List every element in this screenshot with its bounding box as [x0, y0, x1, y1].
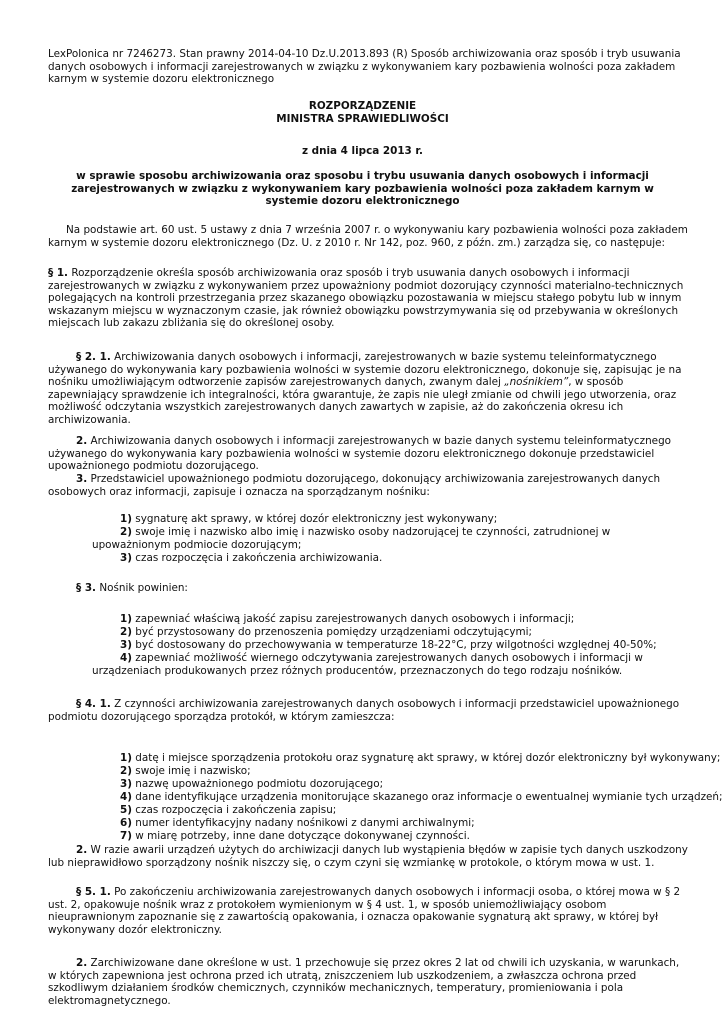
paragraph-2-ust-3: [48, 473, 690, 498]
list-item: [120, 817, 475, 830]
list-item-text: w miarę potrzeby, inne dane dotyczące dokonywanej czynności.: [135, 830, 470, 842]
list-item-number: 1): [120, 752, 132, 764]
list-item: [120, 765, 251, 778]
paragraph-4-number: § 4. 1.: [76, 698, 111, 710]
list-item-number: 2): [120, 626, 132, 638]
list-item: [120, 513, 497, 526]
paragraph-4-ust-1: [48, 698, 690, 723]
document-header: LexPolonica nr 7246273. Stan prawny 2014-04-10 Dz.U.2013.893 (R) Sposób archiwizowania oraz sposób i tryb usuwania danych osobowych i informacji zarejestrowanych w związku z wykonywaniem kary pozbawienia wolności poza zakładem karnym w systemie dozoru elektronicznego: [48, 48, 681, 86]
defined-term-nosnik: „nośnikiem”: [504, 376, 569, 389]
list-item-text: swoje imię i nazwisko albo imię i nazwisko osoby nadzorującej te czynności, zatrudnionej w upoważnionym podmiocie dozorującym;: [92, 526, 611, 551]
title-date: z dnia 4 lipca 2013 r.: [301, 145, 423, 157]
paragraph-4-text: Z czynności archiwizowania zarejestrowanych danych osobowych i informacji przedstawiciel upoważnionego podmiotu dozorującego sporządza protokół, w którym zamieszcza:: [48, 698, 680, 723]
paragraph-4-ust-2: [48, 844, 690, 869]
list-item-text: datę i miejsce sporządzenia protokołu oraz sygnaturę akt sprawy, w której dozór elektroniczny był wykonywany;: [135, 752, 721, 764]
list-item-text: dane identyfikujące urządzenia monitorujące skazanego oraz informacje o ewentualnej wymianie tych urządzeń;: [135, 791, 723, 803]
list-item: [92, 652, 692, 677]
paragraph-2-ust-2: [48, 435, 690, 473]
paragraph-3: [76, 582, 188, 595]
list-item-text: czas rozpoczęcia i zakończenia archiwizowania.: [135, 552, 383, 564]
list-item: [120, 639, 657, 652]
paragraph-5-ust-2: [48, 957, 690, 1007]
paragraph-3-number: § 3.: [76, 582, 96, 594]
paragraph-3-text: Nośnik powinien:: [99, 582, 188, 594]
paragraph-2-text-b: , w sposób zapewniający sprawdzenie ich integralności, która gwarantuje, że zapis nie uległ zmianie od chwili jego utworzenia, oraz możliwość odczytania wszystkich zarejestrowanych danych zawartych w zapisie, aż do zakończenia okresu ich archiwizowania.: [48, 376, 677, 426]
paragraph-5-ust-2-number: 2.: [76, 957, 88, 969]
list-item-number: 2): [120, 765, 132, 777]
list-item-number: 6): [120, 817, 132, 829]
paragraph-1-number: § 1.: [48, 267, 68, 279]
paragraph-2-ust-3-number: 3.: [76, 473, 88, 485]
list-item: [120, 626, 532, 639]
preamble: Na podstawie art. 60 ust. 5 ustawy z dnia 7 września 2007 r. o wykonywaniu kary pozbawienia wolności poza zakładem karnym w systemie dozoru elektronicznego (Dz. U. z 2010 r. Nr 142, poz. 960, z późn. zm.) zarządza się, co następuje:: [48, 224, 688, 249]
list-item-number: 4): [120, 791, 132, 803]
list-item-number: 3): [120, 778, 132, 790]
paragraph-4-ust-2-number: 2.: [76, 844, 88, 856]
list-item-text: być dostosowany do przechowywania w temperaturze 18-22°C, przy wilgotności względnej 40-50%;: [135, 639, 657, 651]
list-item-number: 1): [120, 513, 132, 525]
paragraph-5-ust-2-text: Zarchiwizowane dane określone w ust. 1 przechowuje się przez okres 2 lat od chwili ich uzyskania, w warunkach, w których zapewniona jest ochrona przed ich utratą, zniszczeniem lub uszkodzeniem, a zwłaszcza ochrona przed szkodliwym działaniem środków chemicznych, czynników mechanicznych, temperatury, promieniowania i pola elektromagnetycznego.: [48, 957, 680, 1007]
paragraph-2-number: § 2. 1.: [76, 351, 111, 363]
paragraph-5-text: Po zakończeniu archiwizowania zarejestrowanych danych osobowych i informacji osoba, o której mowa w § 2 ust. 2, opakowuje nośnik wraz z protokołem wymienionym w § 4 ust. 1, w sposób uniemożliwiający osobom nieuprawnionym zapoznanie się z zawartością opakowania, i oznacza opakowanie sygnaturą akt sprawy, w której był wykonywany dozór elektroniczny.: [48, 886, 681, 936]
list-item-number: 5): [120, 804, 132, 816]
list-item-text: numer identyfikacyjny nadany nośnikowi z danymi archiwalnymi;: [135, 817, 475, 829]
paragraph-2-text-a: Archiwizowania danych osobowych i informacji, zarejestrowanych w bazie systemu teleinformatycznego używanego do wykonywania kary pozbawienia wolności w systemie dozoru elektronicznego, dokonuje się, zapisując je na nośniku umożliwiającym odtworzenie zapisów zarejestrowanych danych, zwanym dalej: [48, 351, 682, 389]
list-item-number: 3): [120, 552, 132, 564]
paragraph-2-ust-3-text: Przedstawiciel upoważnionego podmiotu dozorującego, dokonujący archiwizowania zarejestrowanych danych osobowych oraz informacji, zapisuje i oznacza na sporządzanym nośniku:: [48, 473, 661, 498]
list-item-text: być przystosowany do przenoszenia pomiędzy urządzeniami odczytującymi;: [135, 626, 533, 638]
list-item-number: 2): [120, 526, 132, 538]
list-item-text: sygnaturę akt sprawy, w której dozór elektroniczny jest wykonywany;: [135, 513, 498, 525]
list-item: [120, 752, 720, 765]
title-line-1: ROZPORZĄDZENIE: [308, 100, 417, 112]
list-item-text: zapewniać możliwość wiernego odczytywania zarejestrowanych danych osobowych i informacji w urządzeniach produkowanych przez różnych producentów, przeznaczonych do tego rodzaju nośników.: [92, 652, 643, 677]
paragraph-1: [48, 267, 690, 330]
paragraph-4-ust-2-text: W razie awarii urządzeń użytych do archiwizacji danych lub wystąpienia błędów w zapisie tych danych uszkodzony lub nieprawidłowo sporządzony nośnik niszczy się, o czym czyni się wzmiankę w protokole, o którym mowa w ust. 1.: [48, 844, 688, 869]
list-item: [120, 804, 336, 817]
list-item: [92, 526, 672, 551]
paragraph-2-ust-2-text: Archiwizowania danych osobowych i informacji zarejestrowanych w bazie danych systemu teleinformatycznego używanego do wykonywania kary pozbawienia wolności w systemie dozoru elektronicznego dokonuje przedstawiciel upoważnionego podmiotu dozorującego.: [48, 435, 672, 473]
list-item-text: nazwę upoważnionego podmiotu dozorującego;: [135, 778, 384, 790]
paragraph-2-ust-1: [48, 351, 690, 427]
paragraph-1-text: Rozporządzenie określa sposób archiwizowania oraz sposób i tryb usuwania danych osobowych i informacji zarejestrowanych w związku z wykonywaniem przez upoważniony podmiot dozorujący czynności materialno-technicznych polegających na kontroli przestrzegania przez skazanego obowiązku pozostawania w miejscu stałego pobytu lub w innym wskazanym miejscu w wyznaczonym czasie, jak również obowiązku powstrzymywania się od przebywania w określonych miejscach lub zakazu zbliżania się do określonej osoby.: [48, 267, 684, 330]
list-item-text: zapewniać właściwą jakość zapisu zarejestrowanych danych osobowych i informacji;: [135, 613, 575, 625]
title-subject: w sprawie sposobu archiwizowania oraz sposobu i trybu usuwania danych osobowych i informacji zarejestrowanych w związku z wykonywaniem kary pozbawienia wolności poza zakładem karnym w systemie dozoru elektronicznego: [71, 170, 654, 208]
list-item: [120, 552, 382, 565]
list-item-number: 3): [120, 639, 132, 651]
list-item-number: 1): [120, 613, 132, 625]
list-item: [120, 791, 723, 804]
paragraph-2-ust-2-number: 2.: [76, 435, 88, 447]
paragraph-4-list: [120, 752, 723, 847]
paragraph-5-ust-1: [48, 886, 690, 936]
list-item-text: swoje imię i nazwisko;: [135, 765, 251, 777]
list-item: [120, 613, 574, 626]
list-item: [120, 778, 383, 791]
list-item-number: 4): [120, 652, 132, 664]
title-line-2: MINISTRA SPRAWIEDLIWOŚCI: [276, 113, 449, 125]
list-item: [120, 830, 470, 843]
paragraph-5-number: § 5. 1.: [76, 886, 111, 898]
list-item-text: czas rozpoczęcia i zakończenia zapisu;: [135, 804, 337, 816]
list-item-number: 7): [120, 830, 132, 842]
